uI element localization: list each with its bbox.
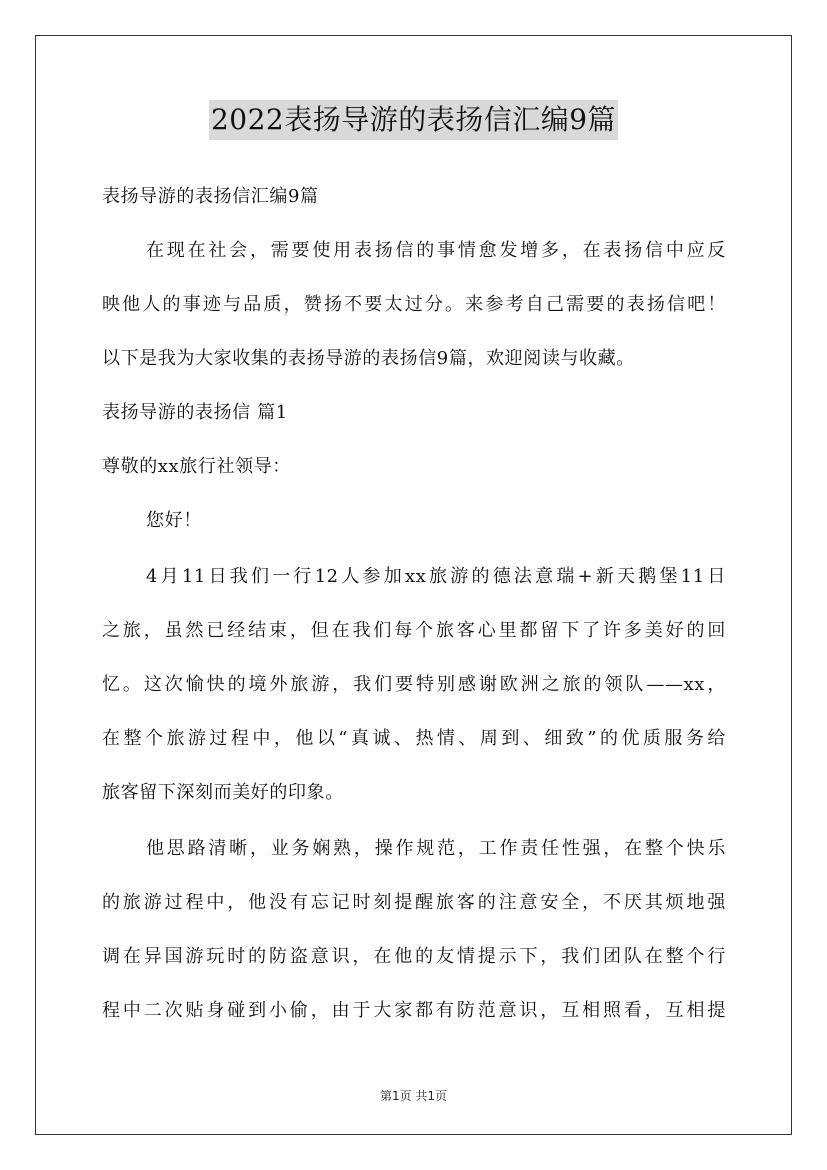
document-subtitle: 表扬导游的表扬信汇编9篇: [102, 186, 319, 207]
section-heading: 表扬导游的表扬信 篇1: [102, 402, 288, 423]
intro-line: 以下是我为大家收集的表扬导游的表扬信9篇，欢迎阅读与收藏。: [102, 348, 635, 369]
intro-line: 在现在社会，需要使用表扬信的事情愈发增多，在表扬信中应反: [146, 240, 726, 261]
document-title: 2022表扬导游的表扬信汇编9篇: [209, 100, 618, 140]
paragraph-line: 调在异国游玩时的防盗意识，在他的友情提示下，我们团队在整个行: [102, 946, 726, 967]
paragraph-line: 在整个旅游过程中，他以“真诚、热情、周到、细致”的优质服务给: [102, 728, 726, 749]
paragraph-line: 的旅游过程中，他没有忘记时刻提醒旅客的注意安全，不厌其烦地强: [102, 892, 726, 913]
paragraph-line: 旅客留下深刻而美好的印象。: [102, 782, 344, 803]
intro-line: 映他人的事迹与品质，赞扬不要太过分。来参考自己需要的表扬信吧！: [102, 294, 726, 315]
paragraph-line: 程中二次贴身碰到小偷，由于大家都有防范意识，互相照看，互相提: [102, 1000, 726, 1021]
paragraph-line: 他思路清晰，业务娴熟，操作规范，工作责任性强，在整个快乐: [146, 838, 726, 859]
salutation: 尊敬的xx旅行社领导：: [102, 456, 291, 477]
title-container: [0, 100, 827, 140]
paragraph-line: 忆。这次愉快的境外旅游，我们要特别感谢欧洲之旅的领队——xx，: [102, 674, 726, 695]
page-number: 第1页 共1页: [379, 1089, 448, 1103]
paragraph-line: 4月11日我们一行12人参加xx旅游的德法意瑞+新天鹅堡11日: [146, 566, 726, 587]
greeting: 您好！: [146, 510, 202, 531]
paragraph-line: 之旅，虽然已经结束，但在我们每个旅客心里都留下了许多美好的回: [102, 620, 726, 641]
